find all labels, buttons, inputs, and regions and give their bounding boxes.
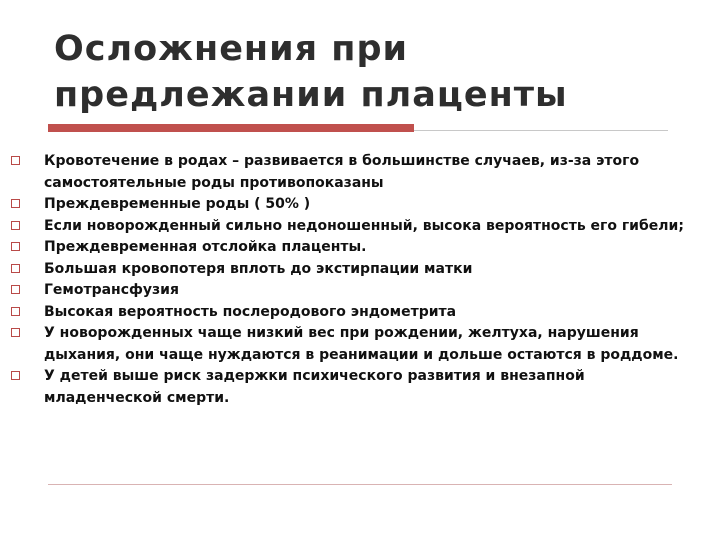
hollow-square-bullet-icon: [11, 328, 20, 337]
bullet-item: [0, 302, 684, 324]
hollow-square-bullet-icon: [11, 156, 20, 165]
hollow-square-bullet-icon: [11, 221, 20, 230]
bullet-item: [0, 323, 684, 366]
hollow-square-bullet-icon: [11, 199, 20, 208]
bullet-text: Высокая вероятность послеродового эндометрита: [44, 303, 457, 320]
title-line-2: предлежании плаценты: [54, 75, 568, 115]
bullet-list: [0, 151, 720, 409]
hollow-square-bullet-icon: [11, 371, 20, 380]
bullet-item: [0, 366, 684, 409]
bullet-text: Кровотечение в родах – развивается в большинстве случаев, из-за этого самостоятельные роды противопоказаны: [44, 153, 640, 191]
bullet-text: Большая кровопотеря вплоть до экстирпации матки: [44, 260, 473, 277]
bullet-text: Гемотрансфузия: [44, 282, 179, 298]
slide-title: [54, 26, 694, 118]
hollow-square-bullet-icon: [11, 264, 20, 273]
bullet-item: [0, 280, 684, 302]
title-line-1: Осложнения при: [54, 29, 409, 69]
bullet-text: У новорожденных чаще низкий вес при рождении, желтуха, нарушения дыхания, они чаще нуждаются в реанимации и дольше остаются в роддоме.: [44, 325, 679, 363]
bullet-item: [0, 216, 684, 238]
bullet-text: Если новорожденный сильно недоношенный, высока вероятность его гибели;: [44, 217, 684, 234]
bullet-text: У детей выше риск задержки психического развития и внезапной младенческой смерти.: [44, 368, 585, 406]
bullet-item: [0, 151, 684, 194]
footer-divider: [48, 484, 672, 485]
bullet-item: [0, 194, 684, 216]
hollow-square-bullet-icon: [11, 242, 20, 251]
hollow-square-bullet-icon: [11, 307, 20, 316]
bullet-text: Преждевременные роды ( 50% ): [44, 196, 311, 212]
title-accent-bar: [48, 124, 414, 132]
bullet-item: [0, 259, 684, 281]
bullet-item: [0, 237, 684, 259]
hollow-square-bullet-icon: [11, 285, 20, 294]
bullet-text: Преждевременная отслойка плаценты.: [44, 239, 367, 255]
